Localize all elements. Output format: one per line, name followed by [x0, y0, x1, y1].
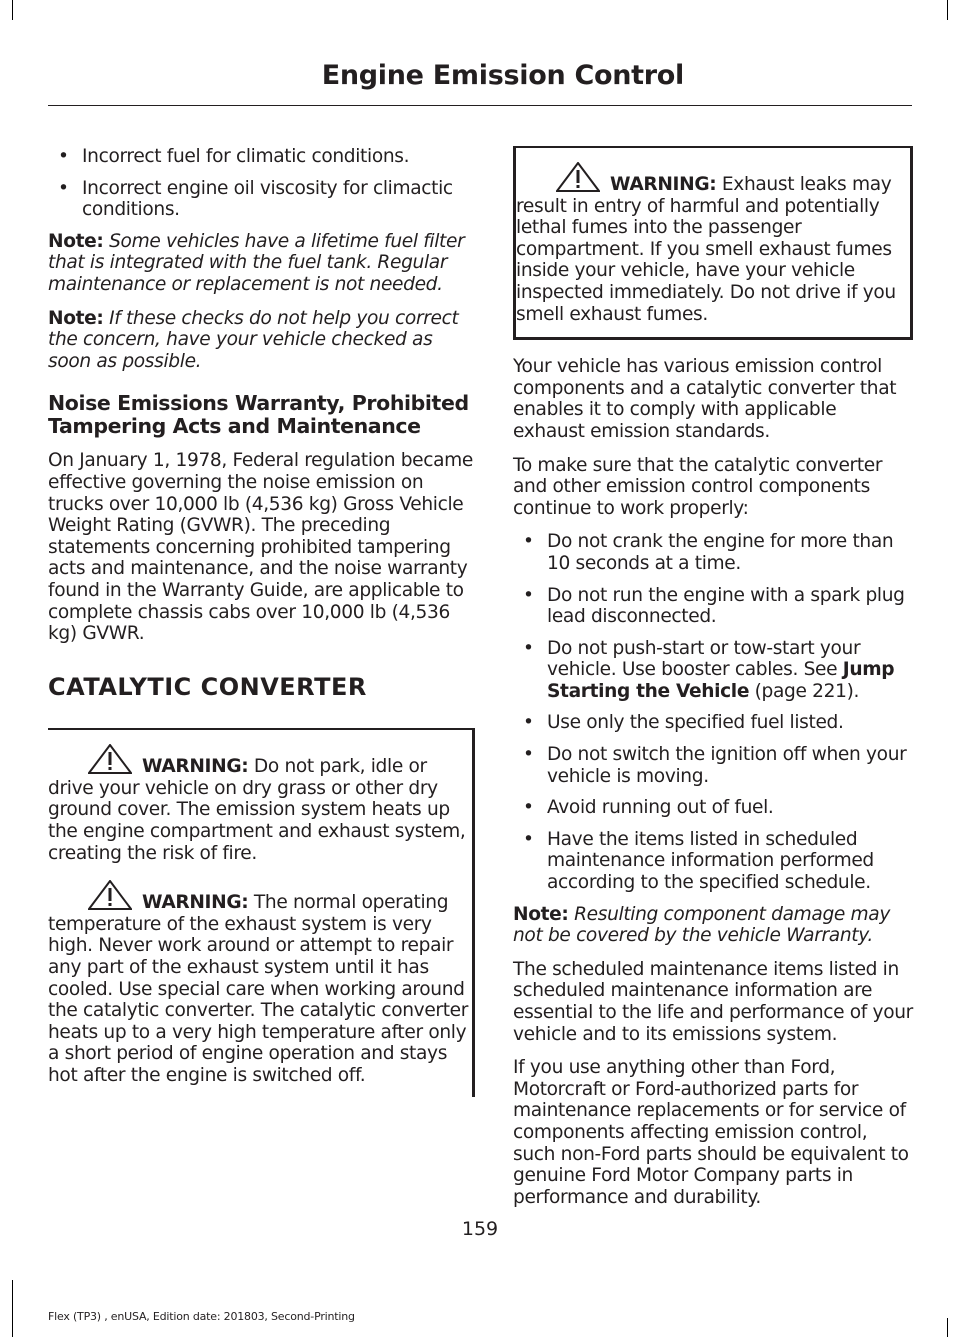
warning: WARNING: The normal operating temperature of the exhaust system is very high. Never work around or attempt to repair any part of the exhaust system until it has cooled. Use special care when working around the catalytic converter. The catalytic converter heats up to a very high temperature after only a short period of engine operation and stays hot after the engine is switched off.: [48, 880, 472, 1086]
paragraph: To make sure that the catalytic converter and other emission control components continue to work properly:: [513, 454, 883, 519]
page-title: Engine Emission Control: [321, 60, 684, 91]
crop-mark-br: [947, 1318, 948, 1337]
jump-starting-link[interactable]: Jump Starting the Vehicle: [547, 659, 895, 702]
note: Note: Some vehicles have a lifetime fuel filter that is integrated with the fuel tank. Regular maintenance or replacement is not needed.: [48, 230, 465, 295]
list-item: • Incorrect fuel for climatic conditions.: [58, 146, 410, 167]
paragraph: On January 1, 1978, Federal regulation became effective governing the noise emission on trucks over 10,000 lb (4,536 kg) Gross Vehicle Weight Rating (GVWR). The preceding statements concerning prohibited tampering acts and maintenance, and the noise warranty found in the Warranty Guide, are applicable to complete chassis cabs over 10,000 lb (4,536 kg) GVWR.: [48, 450, 474, 645]
list-item: • Do not run the engine with a spark plug lead disconnected.: [523, 584, 905, 628]
list-item: • Do not crank the engine for more than 10 seconds at a time.: [523, 531, 894, 574]
left-column: [48, 146, 475, 1097]
section-heading: CATALYTIC CONVERTER: [48, 672, 367, 701]
list-item: • Have the items listed in scheduled maintenance information performed according to the specified schedule.: [523, 828, 874, 894]
crop-mark-tr: [947, 0, 948, 20]
warning-box: [513, 146, 913, 340]
crop-mark-bl: [12, 1280, 13, 1337]
page-number: 159: [461, 1218, 499, 1240]
warning-triangle-icon: [88, 880, 132, 910]
list-item: • Do not switch the ignition off when your vehicle is moving.: [523, 744, 907, 787]
subheading: Noise Emissions Warranty, Prohibited Tampering Acts and Maintenance: [48, 391, 469, 439]
bullet-dot: •: [58, 177, 69, 199]
bullet-dot: •: [58, 146, 69, 167]
left-bullet-list: [48, 146, 475, 221]
warning-triangle-icon: [556, 162, 600, 192]
bullet-dot: •: [523, 531, 534, 553]
header-rule: [48, 105, 912, 106]
bullet-dot: •: [523, 744, 534, 766]
right-bullet-list: [513, 531, 913, 893]
bullet-dot: •: [523, 712, 534, 734]
paragraph: Your vehicle has various emission control components and a catalytic converter that enables it to comply with applicable exhaust emission standards.: [513, 356, 897, 442]
paragraph: If you use anything other than Ford, Motorcraft or Ford-authorized parts for maintenance replacements or for service of components affecting emission control, such non-Ford parts should be equivalent to genuine Ford Motor Company parts in performance and durability.: [513, 1057, 909, 1208]
bullet-dot: •: [523, 637, 534, 659]
footer-text: Flex (TP3) , enUSA, Edition date: 201803, Second-Printing: [48, 1310, 355, 1323]
list-item: • Use only the specified fuel listed.: [523, 712, 844, 734]
list-item: • Avoid running out of fuel.: [523, 797, 774, 819]
note: Note: Resulting component damage may not be covered by the vehicle Warranty.: [513, 903, 891, 947]
warning: WARNING: Do not park, idle or drive your vehicle on dry grass or other dry ground cover. The emission system heats up the engine compartment and exhaust system, creating the risk of fire.: [48, 744, 472, 864]
bullet-dot: •: [523, 584, 534, 606]
warning-box: [48, 728, 475, 1096]
bullet-dot: •: [523, 828, 534, 850]
warning-triangle-icon: [88, 744, 132, 774]
bullet-dot: •: [523, 797, 534, 819]
list-item: • Incorrect engine oil viscosity for climactic conditions.: [58, 177, 453, 221]
warning: WARNING: Exhaust leaks may result in entry of harmful and potentially lethal fumes into the passenger compartment. If you smell exhaust fumes inside your vehicle, have your vehicle inspected immediately. Do not drive if you smell exhaust fumes.: [516, 162, 908, 325]
list-item: • Do not push-start or tow-start your vehicle. Use booster cables. See Jump Starting the Vehicle (page 221).: [523, 637, 895, 702]
note: Note: If these checks do not help you correct the concern, have your vehicle checked as soon as possible.: [48, 307, 459, 372]
paragraph: The scheduled maintenance items listed in scheduled maintenance information are essential to the life and performance of your vehicle and to its emissions system.: [513, 958, 913, 1045]
right-column: [513, 146, 913, 1220]
crop-mark-tl: [12, 0, 13, 20]
